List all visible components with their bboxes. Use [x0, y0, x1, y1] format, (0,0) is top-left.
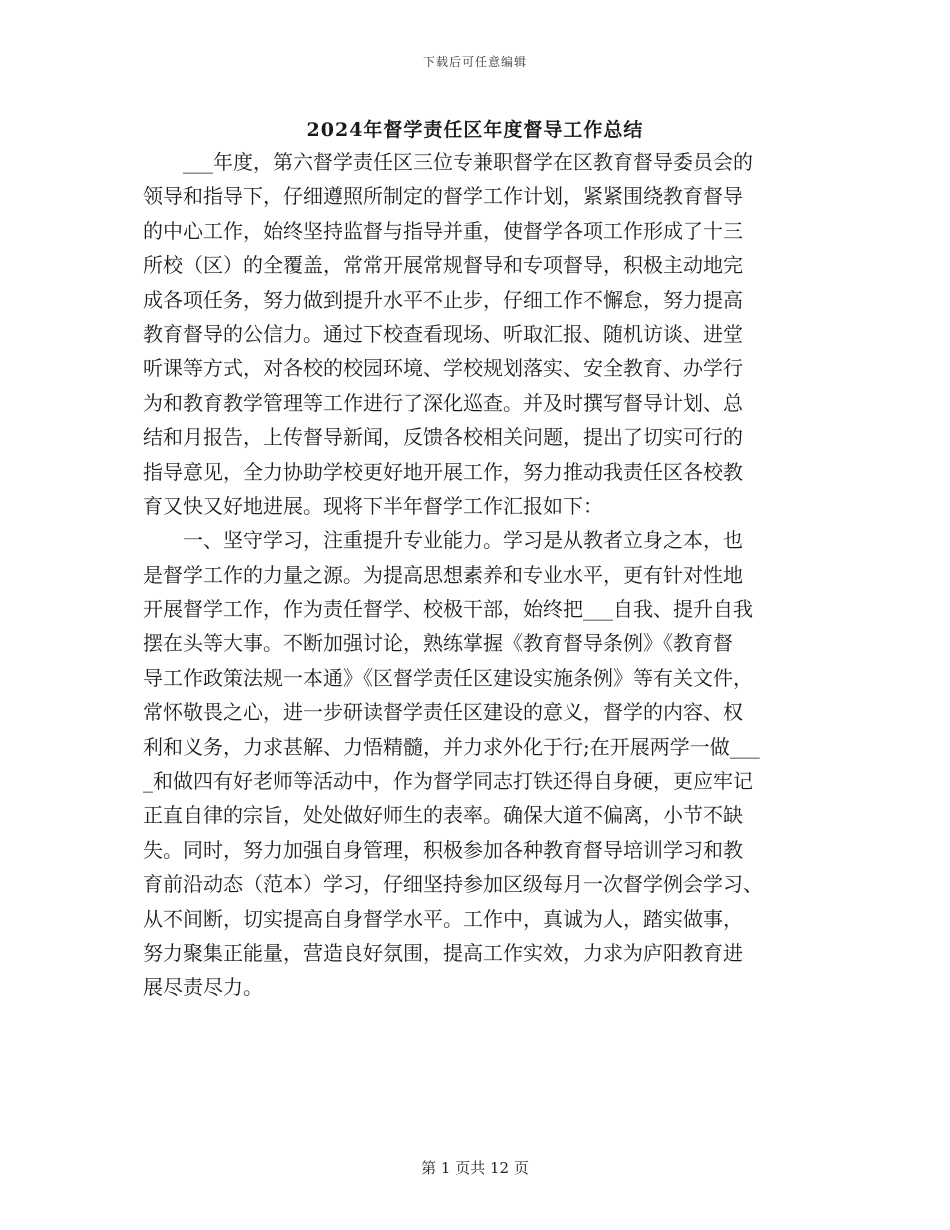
page-number-footer: 第 1 页共 12 页 [421, 1159, 529, 1177]
text-line: 失。同时，努力加强自身管理，积极参加各种教育督导培训学习和教 [143, 837, 743, 862]
document-body [143, 145, 809, 1005]
text-line: 结和月报告，上传督导新闻，反馈各校相关问题，提出了切实可行的 [143, 425, 743, 450]
text-line: 开展督学工作，作为责任督学、校极干部，始终把___自我、提升自我 [143, 597, 753, 622]
text-line: 领导和指导下，仔细遵照所制定的督学工作计划，紧紧围绕教育督导 [143, 184, 743, 209]
text-line: 听课等方式，对各校的校园环境、学校规划落实、安全教育、办学行 [143, 356, 743, 381]
text-line: 育又快又好地进展。现将下半年督学工作汇报如下： [143, 493, 603, 518]
text-line: 的中心工作，始终坚持监督与指导并重，使督学各项工作形成了十三 [143, 218, 743, 243]
paragraph-1 [143, 145, 809, 523]
text-line: 从不间断，切实提高自身督学水平。工作中，真诚为人，踏实做事， [143, 906, 743, 931]
text-line: 成各项任务，努力做到提升水平不止步，仔细工作不懈怠，努力提高 [143, 287, 743, 312]
text-line: _和做四有好老师等活动中，作为督学同志打铁还得自身硬，更应牢记 [143, 769, 753, 794]
text-line: 导工作政策法规一本通》《区督学责任区建设实施条例》等有关文件， [143, 665, 753, 690]
header-note: 下载后可任意编辑 [422, 55, 527, 69]
text-line: 为和教育教学管理等工作进行了深化巡查。并及时撰写督导计划、总 [143, 390, 743, 415]
text-line: 摆在头等大事。不断加强讨论，熟练掌握《教育督导条例》《教育督 [143, 631, 733, 656]
text-line: 一、坚守学习，注重提升专业能力。学习是从教者立身之本，也 [143, 528, 743, 553]
text-line: 是督学工作的力量之源。为提高思想素养和专业水平，更有针对性地 [143, 562, 743, 587]
text-line: 所校（区）的全覆盖，常常开展常规督导和专项督导，积极主动地完 [143, 253, 743, 278]
paragraph-2 [143, 523, 809, 1004]
text-line: 育前沿动态（范本）学习，仔细坚持参加区级每月一次督学例会学习、 [143, 872, 763, 897]
text-line: ___年度，第六督学责任区三位专兼职督学在区教育督导委员会的 [143, 150, 753, 174]
text-line: 正直自律的宗旨，处处做好师生的表率。确保大道不偏离，小节不缺 [143, 803, 743, 828]
document-title: 2024年督学责任区年度督导工作总结 [306, 119, 644, 141]
text-line: 常怀敬畏之心，进一步研读督学责任区建设的意义，督学的内容、权 [143, 700, 743, 725]
text-line: 指导意见，全力协助学校更好地开展工作，努力推动我责任区各校教 [143, 459, 743, 484]
text-line: 利和义务，力求甚解、力悟精髓，并力求外化于行;在开展两学一做___ [143, 734, 760, 759]
text-line: 展尽责尽力。 [143, 975, 263, 1000]
text-line: 教育督导的公信力。通过下校查看现场、听取汇报、随机访谈、进堂 [143, 321, 743, 346]
text-line: 努力聚集正能量，营造良好氛围，提高工作实效，力求为庐阳教育进 [143, 940, 743, 965]
